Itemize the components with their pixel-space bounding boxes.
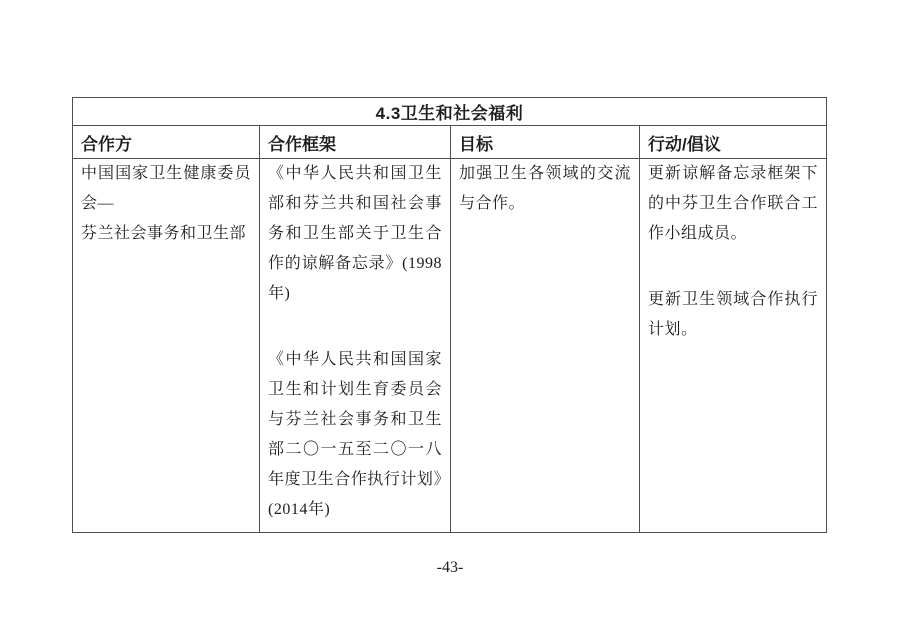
header-cell-partner <box>73 126 259 158</box>
header-label-framework: 合作框架 <box>268 134 336 154</box>
goal-paragraph: 加强卫生各领域的交流与合作。 <box>459 165 631 212</box>
header-cell-framework <box>259 126 450 158</box>
cell-partner <box>73 159 259 532</box>
table-title: 4.3卫生和社会福利 <box>375 104 524 123</box>
action-paragraph: 更新谅解备忘录框架下的中芬卫生合作联合工作小组成员。 <box>648 165 818 242</box>
cell-actions <box>639 159 826 532</box>
cooperation-table <box>72 97 827 533</box>
header-cell-actions <box>639 126 826 158</box>
page-number: -43- <box>436 559 464 576</box>
partner-paragraph: 芬兰社会事务和卫生部 <box>81 225 247 242</box>
header-label-actions: 行动/倡议 <box>648 134 721 154</box>
framework-paragraph: 《中华人民共和国国家卫生和计划生育委员会与芬兰社会事务和卫生部二〇一五至二〇一八年度卫生合作执行计划》(2014年) <box>268 351 442 518</box>
table-body-row <box>73 159 826 532</box>
header-label-partner: 合作方 <box>81 134 132 154</box>
header-label-goal: 目标 <box>459 134 493 154</box>
table-header-row <box>73 126 826 159</box>
header-cell-goal <box>450 126 639 158</box>
cell-framework <box>259 159 450 532</box>
table-title-row <box>73 98 826 126</box>
framework-paragraph: 《中华人民共和国卫生部和芬兰共和国社会事务和卫生部关于卫生合作的谅解备忘录》(1998年) <box>268 165 442 302</box>
cell-goal <box>450 159 639 532</box>
action-paragraph: 更新卫生领域合作执行计划。 <box>648 291 818 338</box>
partner-paragraph: 中国国家卫生健康委员会— <box>81 165 251 212</box>
